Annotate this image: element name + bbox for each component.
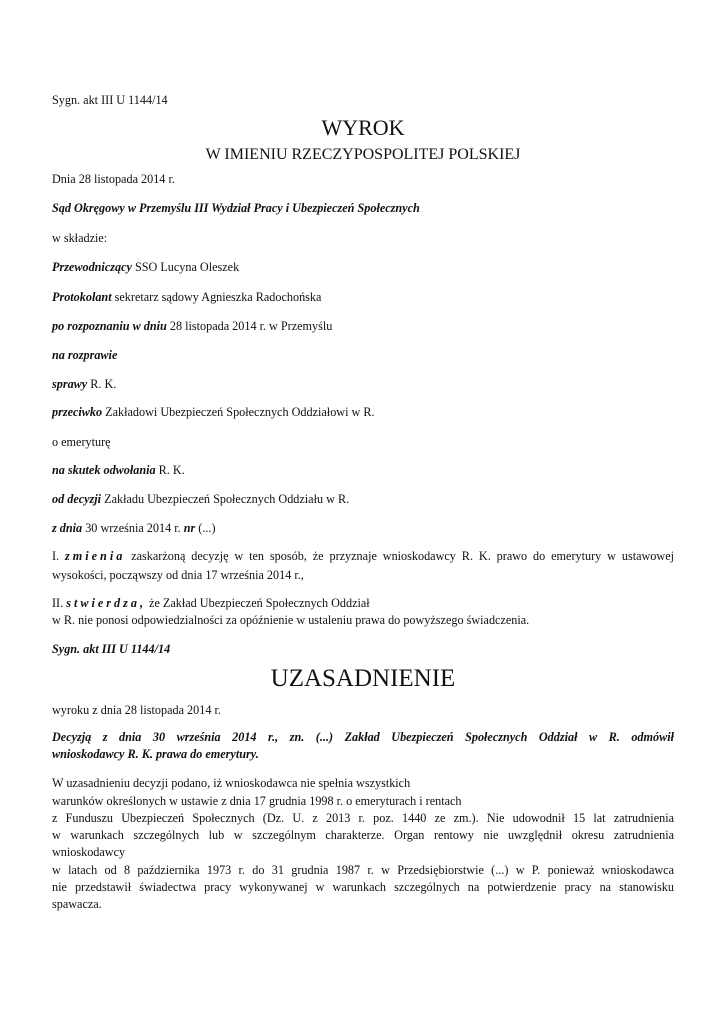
ruling-ii-line2: w R. nie ponosi odpowiedzialności za opóźnienie w ustaleniu prawa do powyższego świadczenia. (52, 613, 530, 627)
judgment-date: Dnia 28 listopada 2014 r. (52, 172, 175, 186)
ruling-i-line1 (52, 548, 674, 565)
judgment-subtitle: W IMIENIU RZECZYPOSPOLITEJ POLSKIEJ (205, 146, 521, 163)
examined-label: po rozpoznaniu w dniu (52, 319, 167, 333)
clerk-label: Protokolant (52, 290, 112, 304)
hearing-label: na rozprawie (52, 348, 118, 362)
subject: o emeryturę (52, 435, 111, 449)
appeal-value: R. K. (155, 463, 185, 477)
case-row (52, 377, 116, 392)
case-value: R. K. (87, 377, 117, 391)
justification-lead-line1: Decyzją z dnia 30 września 2014 r., zn. (...) Zakład Ubezpieczeń Społecznych Oddział w R. odmówił (52, 730, 674, 744)
composition-label: w składzie: (52, 231, 108, 245)
decision-value: Zakładu Ubezpieczeń Społecznych Oddziału w R. (101, 492, 350, 506)
justification-subtitle: wyroku z dnia 28 listopada 2014 r. (52, 703, 221, 717)
justification-p4-line3: spawacza. (52, 897, 102, 911)
justification-p3-line1: z Funduszu Ubezpieczeń Społecznych (Dz. U. z 2013 r. poz. 1440 ze zm.). Nie udowodnił 15 lat zatrudnienia (52, 811, 674, 825)
justification-p4-line2: nie przedstawił świadectwa pracy wykonywanej w warunkach szczególnych na potwierdzenie pracy na stanowisku (52, 880, 674, 894)
ruling-ii-prefix: II. (52, 596, 67, 610)
dated-label: z dnia (52, 521, 83, 535)
ruling-ii-verb: stwierdza, (66, 596, 146, 610)
justification-signature: Sygn. akt III U 1144/14 (52, 642, 171, 656)
nr-label: nr (183, 521, 196, 535)
case-signature: Sygn. akt III U 1144/14 (52, 93, 168, 107)
ruling-i-text: zaskarżoną decyzję w ten sposób, że przyznaje wnioskodawcy R. K. prawo do emerytury w ustawowej (125, 549, 674, 563)
examined-row (52, 319, 332, 334)
clerk-row (52, 290, 321, 305)
chair-label: Przewodniczący (52, 260, 132, 274)
ruling-i-verb: zmienia (65, 549, 126, 563)
justification-p4-line1: w latach od 8 października 1973 r. do 31 grudnia 1987 r. w Przedsiębiorstwie (...) w P. ponieważ wnioskodawca (52, 863, 674, 877)
decision-row (52, 492, 349, 507)
against-value: Zakładowi Ubezpieczeń Społecznych Oddziałowi w R. (102, 405, 375, 419)
decision-label: od decyzji (52, 492, 102, 506)
dated-row (52, 521, 216, 536)
nr-value: (...) (195, 521, 216, 535)
appeal-row (52, 463, 185, 478)
ruling-i-prefix: I. (52, 549, 66, 563)
judgment-title: WYROK (321, 115, 405, 140)
ruling-i-line2: wysokości, począwszy od dnia 17 września 2014 r., (52, 568, 304, 582)
chair-row (52, 260, 239, 275)
chair-value: SSO Lucyna Oleszek (131, 260, 240, 274)
ruling-ii-line1 (52, 596, 370, 611)
justification-p2: warunków określonych w ustawie z dnia 17 grudnia 1998 r. o emeryturach i rentach (52, 794, 462, 808)
court-name: Sąd Okręgowy w Przemyślu III Wydział Pracy i Ubezpieczeń Społecznych (52, 201, 420, 215)
against-label: przeciwko (52, 405, 103, 419)
justification-title: UZASADNIENIE (270, 665, 456, 692)
ruling-ii-text: że Zakład Ubezpieczeń Społecznych Oddział (146, 596, 370, 610)
clerk-value: sekretarz sądowy Agnieszka Radochońska (111, 290, 322, 304)
appeal-label: na skutek odwołania (52, 463, 156, 477)
justification-p3-line2: w warunkach szczególnych lub w szczególnym charakterze. Organ rentowy nie uwzględnił okresu zatrudnienia (52, 828, 674, 842)
justification-p1: W uzasadnieniu decyzji podano, iż wnioskodawca nie spełnia wszystkich (52, 776, 411, 790)
examined-value: 28 listopada 2014 r. w Przemyślu (166, 319, 333, 333)
against-row (52, 405, 375, 420)
dated-value: 30 września 2014 r. (82, 521, 184, 535)
case-label: sprawy (52, 377, 88, 391)
justification-p3-line3: wnioskodawcy (52, 845, 126, 859)
justification-lead-line2: wnioskodawcy R. K. prawa do emerytury. (52, 747, 259, 761)
